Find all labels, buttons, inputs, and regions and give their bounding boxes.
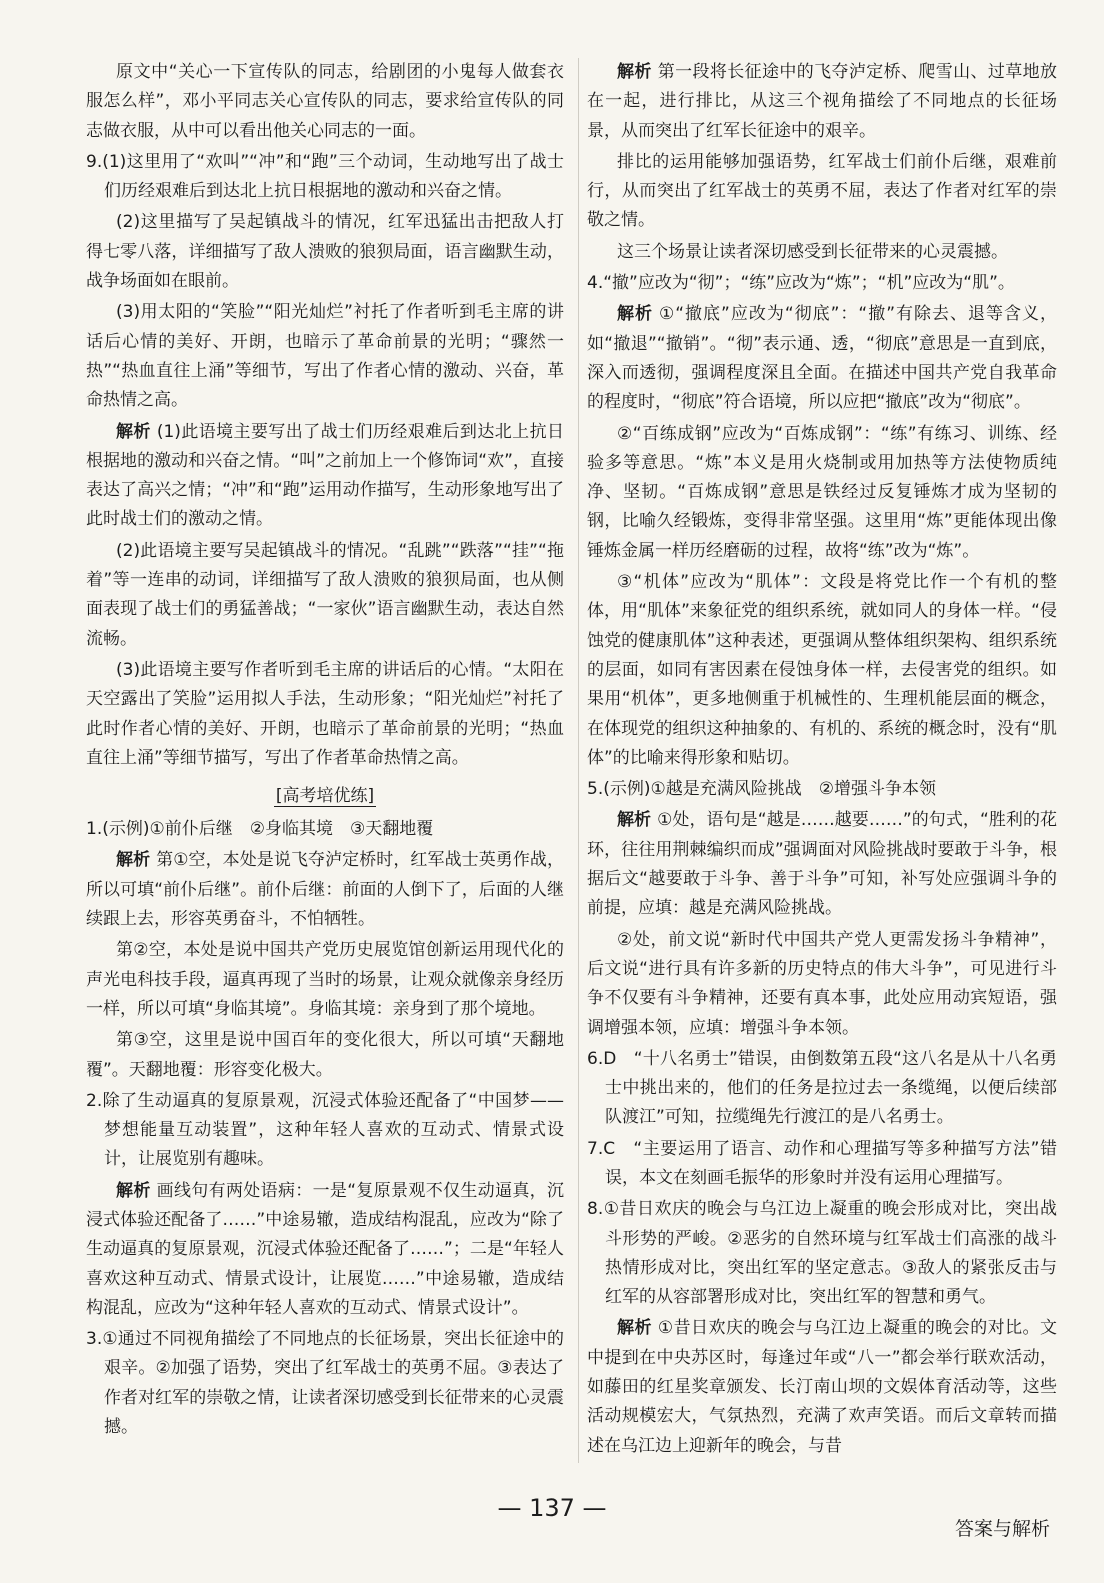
- paragraph: [86, 148, 564, 207]
- paragraph-text: 画线句有两处语病：一是“复原景观不仅生动逼真，沉浸式体验还配备了……”中途易辙，造成结构混乱，应改为“除了生动逼真的复原景观，沉浸式体验还配备了……”；二是“年轻人喜欢这种互动式、情景式设计，让展览……”中途易辙，造成结构混乱，应改为“这种年轻人喜欢的互动式、情景式设计”。: [86, 1180, 564, 1318]
- footer-label: 答案与解析: [954, 1518, 1050, 1540]
- paragraph-text: (2)这里描写了吴起镇战斗的情况，红军迅猛出击把敌人打得七零八落，详细描写了敌人溃败的狼狈局面，语言幽默生动，战争场面如在眼前。: [86, 212, 564, 292]
- paragraph: [86, 1177, 564, 1323]
- paragraph-text: 1.(示例)①前仆后继 ②身临其境 ③天翻地覆: [86, 819, 434, 840]
- paragraph-text: 8.①昔日欢庆的晚会与乌江边上凝重的晚会形成对比，突出战斗形势的严峻。②恶劣的自然环境与红军战士们高涨的战斗热情形成对比，突出红军的坚定意志。③敌人的紧张反击与红军的从容部署形成对比，突出红军的智慧和勇气。: [587, 1199, 1057, 1308]
- paragraph-text: (3)此语境主要写作者听到毛主席的讲话后的心情。“太阳在天空露出了笑脸”运用拟人手法，生动形象；“阳光灿烂”衬托了此时作者心情的美好、开朗，也暗示了革命前景的光明；“热血直往上涌”等细节描写，写出了作者革命热情之高。: [86, 659, 564, 768]
- paragraph: [587, 926, 1057, 1043]
- paragraph: [86, 846, 564, 934]
- paragraph-text: 第③空，这里是说中国百年的变化很大，所以可填“天翻地覆”。天翻地覆：形容变化极大。: [86, 1030, 564, 1080]
- paragraph-text: 4.“撤”应改为“彻”；“练”应改为“炼”；“机”应改为“肌”。: [587, 273, 1015, 294]
- paragraph-text: 3.①通过不同视角描绘了不同地点的长征场景，突出长征途中的艰辛。②加强了语势，突出了红军战士的英勇不屈。③表达了作者对红军的崇敬之情，让读者深切感受到长征带来的心灵震撼。: [86, 1329, 564, 1438]
- section-heading: [86, 781, 564, 811]
- left-column: [86, 58, 564, 1444]
- paragraph-text: 2.除了生动逼真的复原景观，沉浸式体验还配备了“中国梦——梦想能量互动装置”，这种年轻人喜欢的互动式、情景式设计，让展览别有趣味。: [86, 1090, 564, 1170]
- paragraph-text: 这三个场景让读者深切感受到长征带来的心灵震撼。: [617, 241, 1008, 262]
- section-heading-text: [高考培优练]: [275, 786, 375, 807]
- paragraph: [587, 1314, 1057, 1460]
- paragraph: [86, 1087, 564, 1175]
- paragraph-text: 5.(示例)①越是充满风险挑战 ②增强斗争本领: [587, 779, 936, 800]
- paragraph: [86, 537, 564, 654]
- analysis-label: 解析: [617, 62, 652, 82]
- paragraph: [86, 936, 564, 1024]
- paragraph-text: ①处，语句是“越是……越要……”的句式，“胜利的花环，往往用荆棘编织而成”强调面对风险挑战时要敢于斗争，根据后文“越要敢于斗争、善于斗争”可知，补写处应强调斗争的前提，应填：越是充满风险挑战。: [587, 810, 1057, 919]
- paragraph: [86, 58, 564, 146]
- paragraph: [587, 1195, 1057, 1312]
- analysis-label: 解析: [617, 304, 653, 325]
- right-column: [578, 58, 1057, 1463]
- paragraph: [86, 418, 564, 535]
- paragraph-text: 7.C “主要运用了语言、动作和心理描写等多种描写方法”错误，本文在刻画毛振华的形象时并没有运用心理描写。: [587, 1138, 1057, 1188]
- paragraph-text: ①“撤底”应改为“彻底”：“撤”有除去、退等含义，如“撤退”“撤销”。“彻”表示通、透，“彻底”意思是一直到底，深入而透彻，强调程度深且全面。在描述中国共产党自我革命的程度时，“彻底”符合语境，所以应把“撤底”改为“彻底”。: [587, 304, 1057, 413]
- paragraph-text: 第②空，本处是说中国共产党历史展览馆创新运用现代化的声光电科技手段，逼真再现了当时的场景，让观众就像亲身经历一样，所以可填“身临其境”。身临其境：亲身到了那个境地。: [86, 940, 564, 1019]
- analysis-label: 解析: [617, 1318, 652, 1339]
- paragraph: [587, 58, 1057, 146]
- paragraph-text: ③“机体”应改为“肌体”：文段是将党比作一个有机的整体，用“肌体”来象征党的组织系统，就如同人的身体一样。“侵蚀党的健康肌体”这种表述，更强调从整体组织架构、组织系统的层面，如同有害因素在侵蚀身体一样，去侵害党的组织。如果用“机体”，更多地侧重于机械性的、生理机能层面的概念，在体现党的组织这种抽象的、有机的、系统的概念时，没有“肌体”的比喻来得形象和贴切。: [587, 572, 1057, 768]
- paragraph: [587, 775, 1057, 804]
- paragraph-text: 6.D “十八名勇士”错误，由倒数第五段“这八名是从十八名勇士中挑出来的，他们的任务是拉过去一条缆绳，以便后续部队渡江”可知，拉缆绳先行渡江的是八名勇士。: [587, 1048, 1057, 1128]
- paragraph: [587, 238, 1057, 267]
- paragraph: [587, 568, 1057, 773]
- paragraph: [86, 298, 564, 415]
- paragraph: [86, 208, 564, 296]
- paragraph-text: 9.(1)这里用了“欢叫”“冲”和“跑”三个动词，生动地写出了战士们历经艰难后到达北上抗日根据地的激动和兴奋之情。: [86, 151, 564, 202]
- paragraph: [587, 148, 1057, 236]
- paragraph-text: ②处，前文说“新时代中国共产党人更需发扬斗争精神”，后文说“进行具有许多新的历史特点的伟大斗争”，可见进行斗争不仅要有斗争精神，还要有真本事，此处应用动宾短语，强调增强本领，应填：增强斗争本领。: [587, 929, 1057, 1038]
- analysis-label: 解析: [617, 810, 652, 831]
- paragraph-text: 第一段将长征途中的飞夺泸定桥、爬雪山、过草地放在一起，进行排比，从这三个视角描绘了不同地点的长征场景，从而突出了红军长征途中的艰辛。: [587, 62, 1057, 141]
- paragraph-text: (1)此语境主要写出了战士们历经艰难后到达北上抗日根据地的激动和兴奋之情。“叫”之前加上一个修饰词“欢”，直接表达了高兴之情；“冲”和“跑”运用动作描写，生动形象地写出了此时战士们的激动之情。: [86, 421, 564, 530]
- paragraph-text: 第①空，本处是说飞夺泸定桥时，红军战士英勇作战，所以可填“前仆后继”。前仆后继：前面的人倒下了，后面的人继续跟上去，形容英勇奋斗，不怕牺牲。: [86, 850, 564, 930]
- paragraph: [587, 300, 1057, 417]
- paragraph-text: ②“百练成钢”应改为“百炼成钢”：“练”有练习、训练、经验多等意思。“炼”本义是用火烧制或用加热等方法使物质纯净、坚韧。“百炼成钢”意思是铁经过反复锤炼才成为坚韧的钢，比喻久经锻炼，变得非常坚强。这里用“炼”更能体现出像锤炼金属一样历经磨砺的过程，故将“练”改为“炼”。: [587, 423, 1057, 561]
- paragraph: [86, 815, 564, 844]
- paragraph: [86, 656, 564, 773]
- analysis-label: 解析: [116, 850, 151, 871]
- paragraph-text: (2)此语境主要写吴起镇战斗的情况。“乱跳”“跌落”“挂”“拖着”等一连串的动词，详细描写了敌人溃败的狼狈局面，也从侧面表现了战士们的勇猛善战；“一家伙”语言幽默生动，表达自然流畅。: [86, 540, 564, 649]
- paragraph: [86, 1026, 564, 1085]
- paragraph-text: 原文中“关心一下宣传队的同志，给剧团的小鬼每人做套衣服怎么样”，邓小平同志关心宣传队的同志，要求给宣传队的同志做衣服，从中可以看出他关心同志的一面。: [86, 62, 564, 141]
- paragraph: [86, 1325, 564, 1442]
- paragraph: [587, 1045, 1057, 1133]
- page-number: — 137 —: [497, 1494, 607, 1522]
- paragraph: [587, 420, 1057, 566]
- paragraph: [587, 1135, 1057, 1194]
- paragraph: [587, 806, 1057, 923]
- paragraph-text: 排比的运用能够加强语势，红军战士们前仆后继，艰难前行，从而突出了红军战士的英勇不屈，表达了作者对红军的崇敬之情。: [587, 151, 1057, 231]
- analysis-label: 解析: [116, 1180, 151, 1201]
- paragraph-text: (3)用太阳的“笑脸”“阳光灿烂”衬托了作者听到毛主席的讲话后心情的美好、开朗，也暗示了革命前景的光明；“骤然一热”“热血直往上涌”等细节，写出了作者心情的激动、兴奋，革命热情之高。: [86, 302, 564, 411]
- paragraph: [587, 269, 1057, 298]
- analysis-label: 解析: [116, 421, 151, 442]
- paragraph-text: ①昔日欢庆的晚会与乌江边上凝重的晚会的对比。文中提到在中央苏区时，每逢过年或“八一”都会举行联欢活动，如藤田的红星奖章颁发、长汀南山坝的文娱体育活动等，这些活动规模宏大，气氛热烈，充满了欢声笑语。而后文章转而描述在乌江边上迎新年的晚会，与昔: [587, 1318, 1057, 1456]
